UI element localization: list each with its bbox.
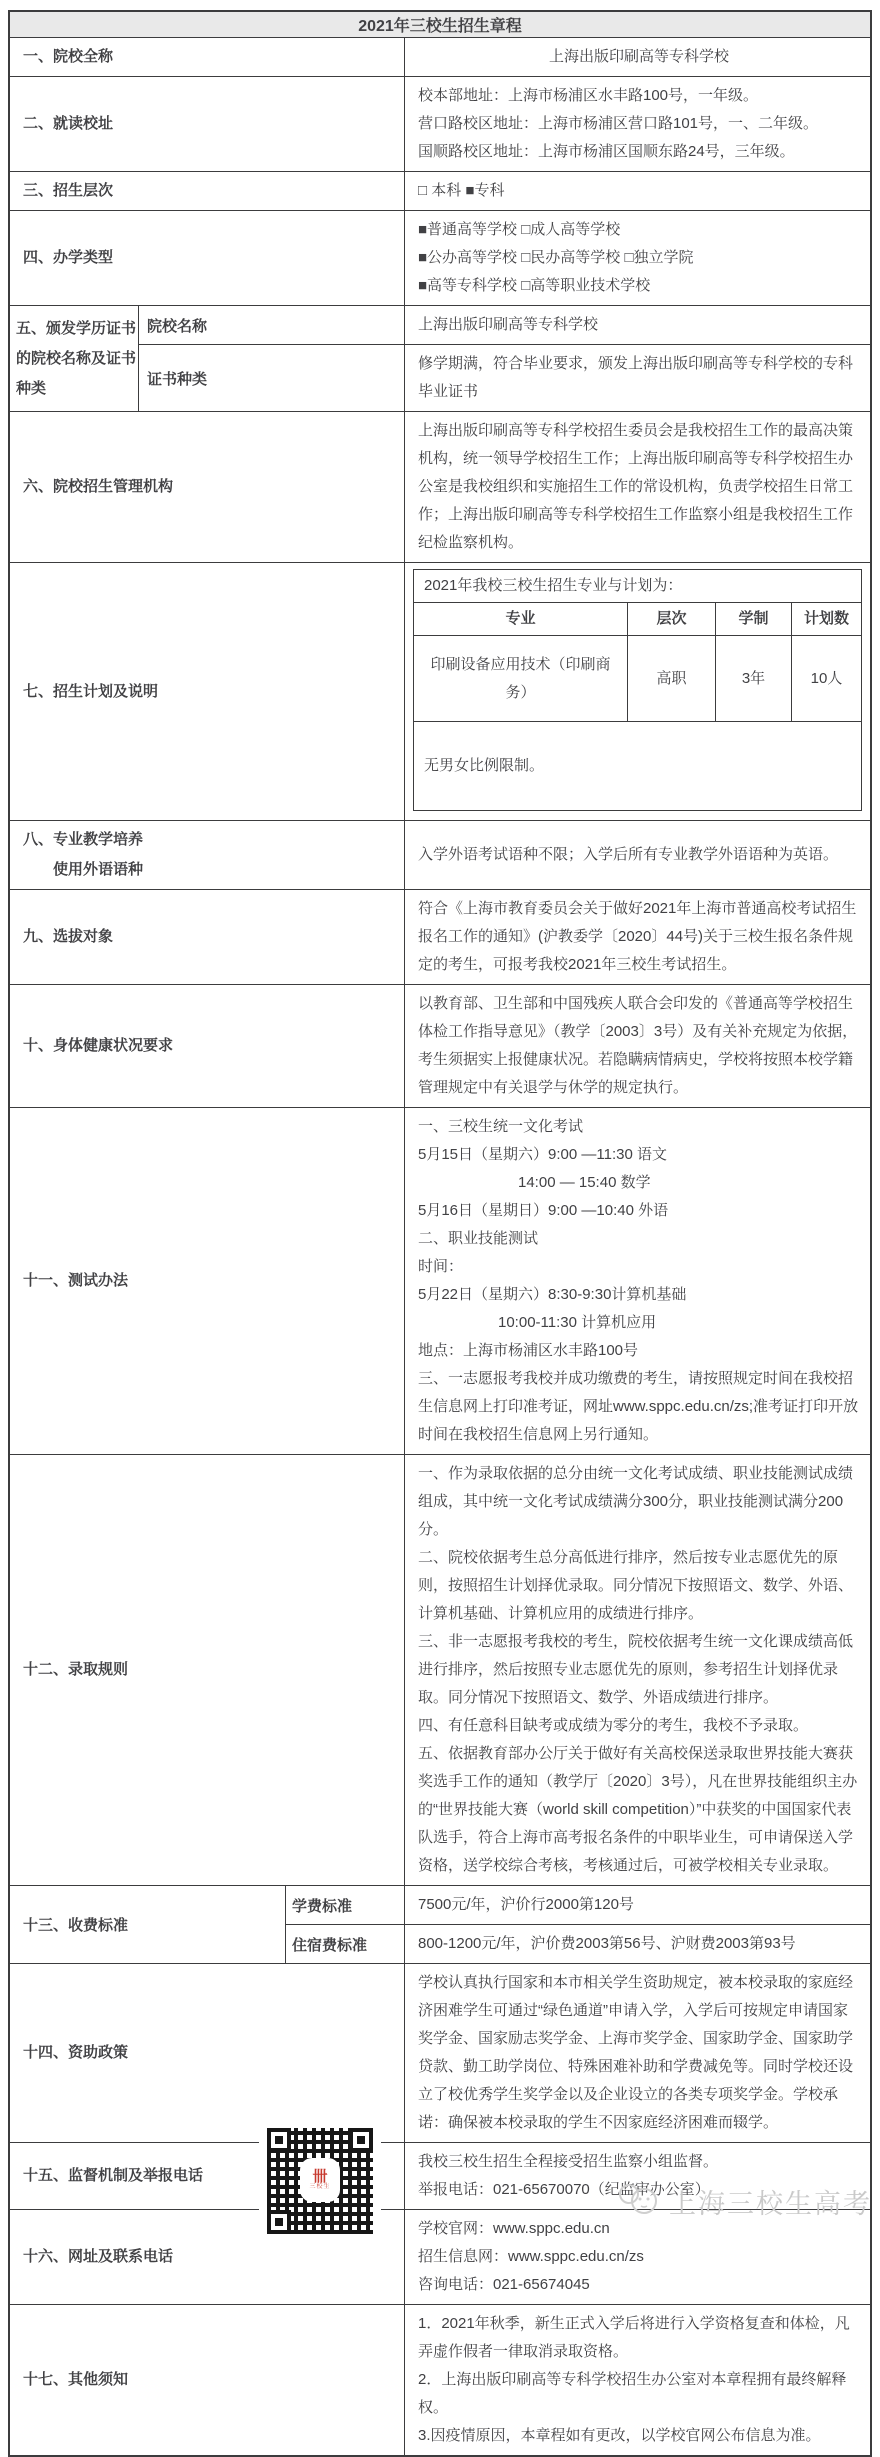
row-label: 十三、收费标准: [23, 1917, 129, 1934]
checkbox-line: □ 本科 ■专科: [418, 182, 505, 199]
text-line: 国顺路校区地址：上海市杨浦区国顺东路24号，三年级。: [418, 143, 795, 160]
qr-pattern: [267, 2128, 373, 2234]
paragraph: 2．上海出版印刷高等专科学校招生办公室对本章程拥有最终解释权。: [418, 2371, 847, 2416]
plan-note-row: [414, 721, 861, 810]
fees-subrow: [285, 1886, 870, 1924]
paragraph: 五、依据教育部办公厅关于做好有关高校保送录取世界技能大赛获奖选手工作的通知（教学厅〔2020〕3号），凡在世界技能组织主办的“世界技能大赛（world skill competition）”中获奖的中国国家代表队选手，符合上海市高考报名条件的中职毕业生，可申请保送入学资格，送学校综合考核，考核通过后，可被学校相关专业录取。: [418, 1745, 858, 1874]
sub-label: 院校名称: [138, 306, 404, 344]
checkbox-line: ■高等专科学校 □高等职业技术学校: [418, 277, 651, 294]
text-line: 上海出版印刷高等专科学校: [418, 316, 599, 333]
checkbox-line: ■普通高等学校 □成人高等学校: [418, 221, 621, 238]
plan-cell-quota: 10人: [791, 636, 861, 721]
watermark: [617, 2180, 872, 2223]
website-line: 招生信息网：www.sppc.edu.cn/zs: [418, 2248, 644, 2265]
paragraph: 符合《上海市教育委员会关于做好2021年上海市普通高校考试招生报名工作的通知》(沪教委学〔2020〕44号)关于三校生报名条件规定的考生，可报考我校2021年三校生考试招生。: [418, 900, 857, 973]
paragraph: 四、有任意科目缺考或成绩为零分的考生，我校不予录取。: [418, 1717, 809, 1734]
row-label: 十六、网址及联系电话: [23, 2248, 174, 2265]
row-content: [404, 172, 870, 210]
plan-cell-level: 高职: [627, 636, 715, 721]
text-line: 地点：上海市杨浦区水丰路100号: [418, 1342, 639, 1359]
paragraph: 以教育部、卫生部和中国残疾人联合会印发的《普通高等学校招生体检工作指导意见》（教学〔2003〕3号）及有关补充规定为依据，考生须据实上报健康状况。若隐瞒病情病史，学校将按照本校学籍管理规定中有关退学与休学的规定执行。: [418, 995, 858, 1096]
paragraph: 学校认真执行国家和本市相关学生资助规定，被本校录取的家庭经济困难学生可通过“绿色通道”申请入学，入学后可按规定申请国家奖学金、国家励志奖学金、上海市奖学金、国家助学金、国家助学贷款、勤工助学岗位、特殊困难补助和学费减免等。同时学校还设立了校优秀学生奖学金以及企业设立的各类专项奖学金。学校承诺：确保被本校录取的学生不因家庭经济困难而辍学。: [418, 1974, 854, 2131]
row-fees: [10, 1885, 870, 1963]
row-other-notes: [10, 2304, 870, 2455]
row-campus-address: [10, 76, 870, 171]
row-contact: [10, 2209, 870, 2304]
plan-cell-major: 印刷设备应用技术（印刷商务）: [430, 655, 611, 701]
qr-center-logo: [300, 2158, 340, 2202]
sub-label: 学费标准: [285, 1886, 404, 1924]
row-content: [404, 985, 870, 1107]
paragraph: 一、作为录取依据的总分由统一文化考试成绩、职业技能测试成绩组成，其中统一文化考试成绩满分300分，职业技能测试满分200分。: [418, 1465, 854, 1538]
plan-caption-row: [414, 570, 861, 602]
row-label: 九、选拔对象: [23, 928, 114, 945]
row-content: [404, 412, 870, 562]
row-label: 十七、其他须知: [23, 2371, 129, 2388]
row-admission-level: [10, 171, 870, 210]
text-line: 一、三校生统一文化考试: [418, 1118, 584, 1135]
row-label: 六、院校招生管理机构: [23, 478, 174, 495]
row-content: [404, 38, 870, 76]
fees-subrow: [285, 1924, 870, 1963]
row-label: 十一、测试办法: [23, 1272, 129, 1289]
qr-code: [259, 2120, 381, 2242]
row-label: 一、院校全称: [23, 48, 114, 65]
row-admission-rules: [10, 1454, 870, 1885]
qr-finder-icon: [349, 2128, 373, 2152]
row-foreign-language: [10, 820, 870, 889]
row-admission-plan: [10, 562, 870, 820]
plan-table: [413, 569, 862, 811]
sub-label: 住宿费标准: [285, 1925, 404, 1963]
plan-caption: 2021年我校三校生招生专业与计划为：: [424, 577, 683, 594]
paragraph: 二、院校依据考生总分高低进行排序，然后按专业志愿优先的原则，按照招生计划择优录取。同分情况下按照语文、数学、外语、计算机基础、计算机应用的成绩进行排序。: [418, 1549, 854, 1622]
text-line: 时间：: [418, 1258, 464, 1275]
sub-content: [404, 306, 870, 344]
row-label: 十、身体健康状况要求: [23, 1037, 174, 1054]
plan-col-header: 计划数: [791, 603, 861, 635]
paragraph: 三、非一志愿报考我校的考生，院校依据考生统一文化课成绩高低进行排序，然后按照专业志愿优先的原则，参考招生计划择优录取。同分情况下按照语文、数学、外语成绩进行排序。: [418, 1633, 854, 1706]
row-certificate: [10, 305, 870, 411]
text-line: 14:00 — 15:40 数学: [518, 1174, 651, 1191]
row-label: 五、颁发学历证书的院校名称及证书种类: [16, 319, 137, 397]
page-title: 2021年三校生招生章程: [358, 18, 522, 35]
row-content: [404, 563, 870, 820]
row-admission-org: [10, 411, 870, 562]
text-line: 入学外语考试语种不限；入学后所有专业教学外语语种为英语。: [418, 846, 839, 863]
checkbox-line: ■公办高等学校 □民办高等学校 □独立学院: [418, 249, 694, 266]
row-label: 十四、资助政策: [23, 2044, 129, 2061]
certificate-subrow: [138, 344, 870, 411]
plan-note: 无男女比例限制。: [424, 757, 545, 774]
qr-finder-icon: [267, 2210, 291, 2234]
paragraph: 3.因疫情原因，本章程如有更改，以学校官网公布信息为准。: [418, 2427, 821, 2444]
text-line: 5月22日（星期六）8:30-9:30计算机基础: [418, 1286, 687, 1303]
website-line: 学校官网：www.sppc.edu.cn: [418, 2220, 610, 2237]
plan-col-header: 学制: [715, 603, 791, 635]
sub-content: [404, 345, 870, 411]
row-financial-aid: [10, 1963, 870, 2142]
school-name: 上海出版印刷高等专科学校: [548, 48, 729, 65]
row-content: [404, 2305, 870, 2455]
sub-content: [404, 1925, 870, 1963]
sub-content: [404, 1886, 870, 1924]
row-school-name: [10, 37, 870, 76]
qr-logo-glyph: 卌: [312, 2168, 328, 2185]
row-selection-target: [10, 889, 870, 984]
plan-data-row: [414, 635, 861, 721]
certificate-subrow: [138, 306, 870, 344]
paragraph: 上海出版印刷高等专科学校招生委员会是我校招生工作的最高决策机构，统一领导学校招生工作；上海出版印刷高等专科学校招生办公室是我校组织和实施招生工作的常设机构，负责学校招生日常工作；上海出版印刷高等专科学校招生工作监察小组是我校招生工作纪检监察机构。: [418, 422, 854, 551]
text-line: 营口路校区地址：上海市杨浦区营口路101号，一、二年级。: [418, 115, 819, 132]
row-content: [404, 821, 870, 889]
row-label: 十二、录取规则: [23, 1661, 129, 1678]
row-health-requirement: [10, 984, 870, 1107]
qr-logo-text: 三校生: [309, 2184, 331, 2190]
row-label: 七、招生计划及说明: [23, 682, 159, 700]
qr-finder-icon: [267, 2128, 291, 2152]
text-line: 800-1200元/年，沪价费2003第56号、沪财费2003第93号: [418, 1935, 796, 1952]
row-label: [10, 821, 404, 889]
plan-cell-duration: 3年: [715, 636, 791, 721]
label-line: 八、专业教学培养: [23, 831, 144, 848]
watermark-text: 上海三校生高考: [669, 2189, 872, 2219]
text-line: 修学期满，符合毕业要求，颁发上海出版印刷高等专科学校的专科毕业证书: [418, 355, 854, 400]
phone-line: 咨询电话：021-65674045: [418, 2276, 590, 2293]
text-line: 二、职业技能测试: [418, 1230, 539, 1247]
paragraph: 三、一志愿报考我校并成功缴费的考生，请按照规定时间在我校招生信息网上打印准考证，网址www.sppc.edu.cn/zs;准考证打印开放时间在我校招生信息网上另行通知。: [418, 1370, 859, 1443]
text-line: 5月15日（星期六）9:00 —11:30 语文: [418, 1146, 667, 1163]
row-content: [404, 1108, 870, 1454]
plan-col-header: 层次: [627, 603, 715, 635]
paragraph: 1．2021年秋季，新生正式入学后将进行入学资格复查和体检，凡弄虚作假者一律取消录取资格。: [418, 2315, 850, 2360]
text-line: 我校三校生招生全程接受招生监察小组监督。: [418, 2153, 719, 2170]
text-line: 7500元/年，沪价行2000第120号: [418, 1896, 634, 1913]
panda-logo-icon: [617, 2180, 663, 2223]
row-label: 十五、监督机制及举报电话: [23, 2167, 204, 2184]
fees-subtable: [285, 1886, 870, 1963]
row-label: 三、招生层次: [23, 182, 114, 199]
plan-col-header: 专业: [505, 610, 536, 627]
row-content: [404, 1455, 870, 1885]
certificate-subtable: [138, 306, 870, 411]
row-content: [404, 1964, 870, 2142]
text-line: 举报电话：021-65670070（纪监审办公室）: [418, 2181, 710, 2198]
text-line: 校本部地址：上海市杨浦区水丰路100号，一年级。: [418, 87, 759, 104]
text-line: 5月16日（星期日）9:00 —10:40 外语: [418, 1202, 669, 1219]
row-label: 二、就读校址: [23, 115, 114, 132]
admission-charter-table: [8, 10, 872, 2457]
row-content: [404, 890, 870, 984]
row-content: [404, 211, 870, 305]
text-line: 10:00-11:30 计算机应用: [498, 1314, 657, 1331]
row-content: [404, 77, 870, 171]
plan-header-row: [414, 602, 861, 635]
row-label: 四、办学类型: [23, 249, 114, 266]
row-content: [404, 2210, 870, 2304]
label-line: 使用外语语种: [53, 861, 144, 878]
row-test-method: [10, 1107, 870, 1454]
sub-label: 证书种类: [138, 345, 404, 411]
title-row: [10, 12, 870, 37]
row-school-type: [10, 210, 870, 305]
